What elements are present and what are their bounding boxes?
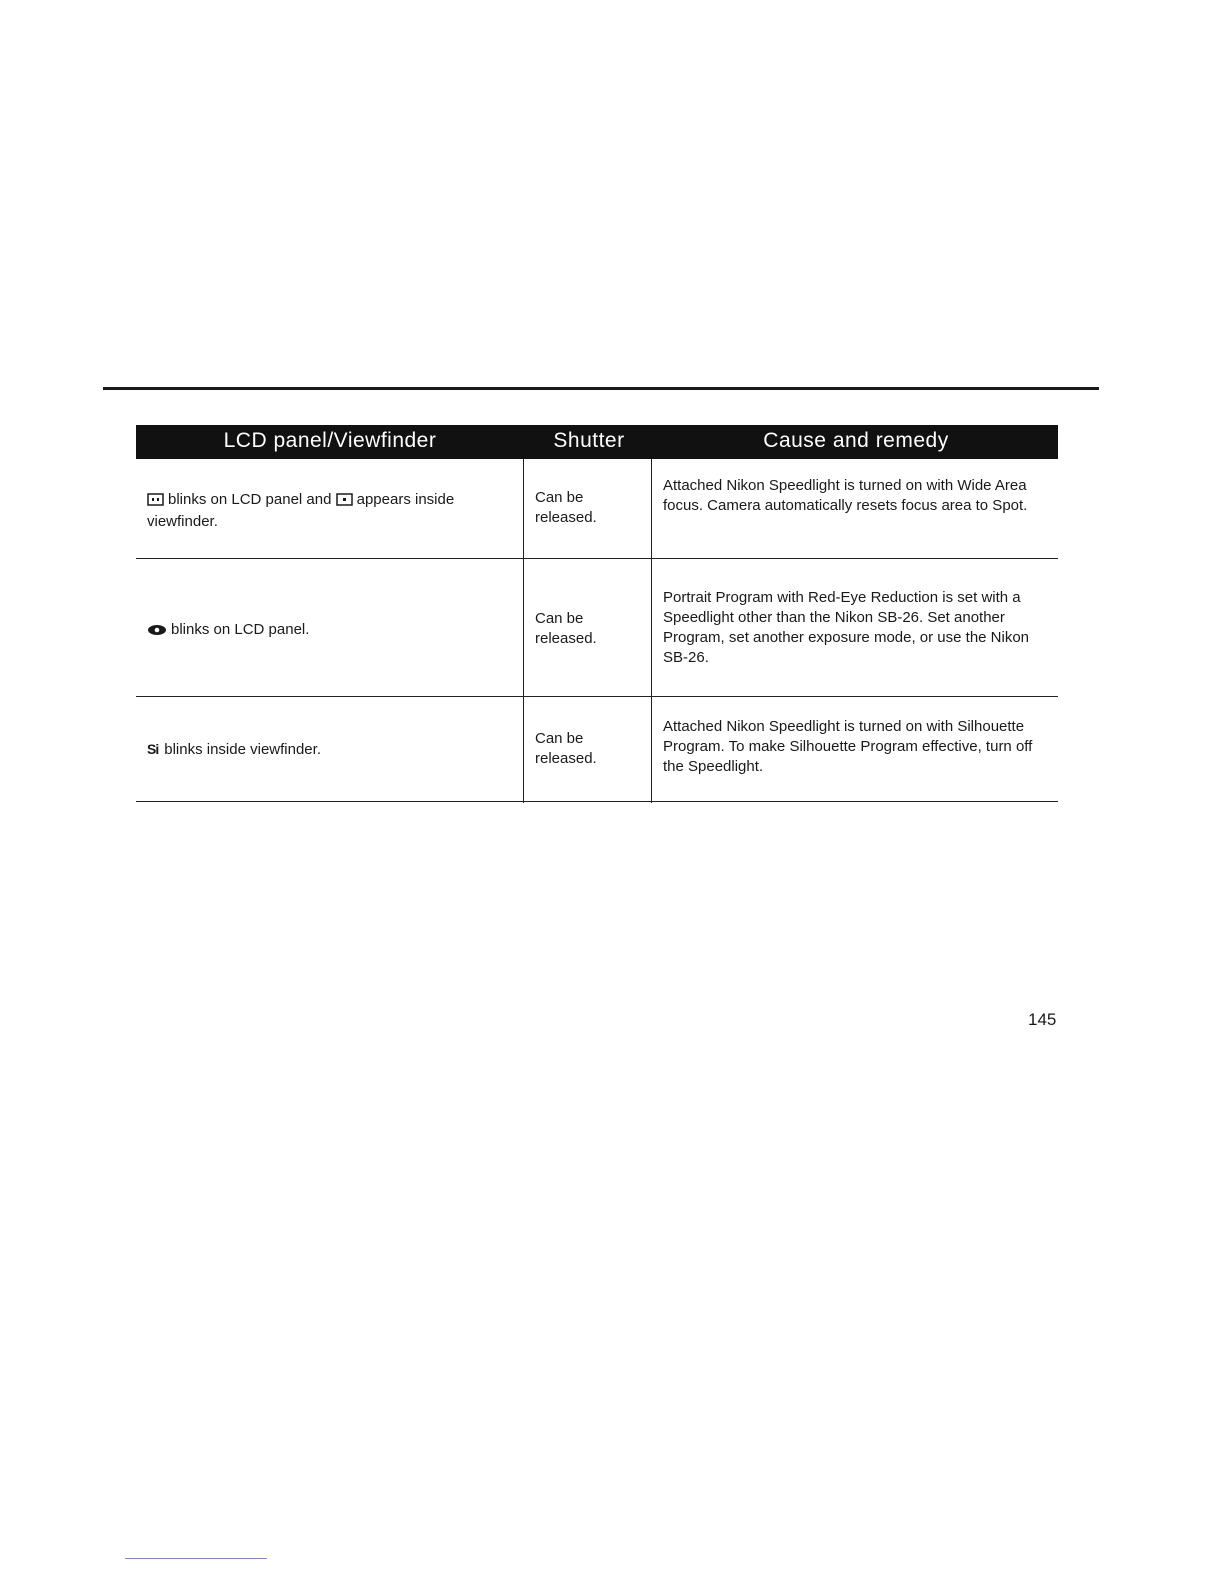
lcd-text: blinks on LCD panel. <box>171 621 310 638</box>
shutter-cell <box>535 609 645 649</box>
lcd-text: viewfinder. <box>147 513 218 530</box>
table-row <box>136 459 1058 558</box>
table-row <box>136 697 1058 801</box>
lcd-text: appears inside <box>356 491 455 508</box>
header-shutter: Shutter <box>553 429 625 452</box>
table-row <box>136 559 1058 696</box>
shutter-text: Can be <box>535 610 584 627</box>
cause-cell: Attached Nikon Speedlight is turned on with Wide Area focus. Camera automatically resets focus area to Spot. <box>663 477 1028 514</box>
bottom-line <box>125 1558 267 1559</box>
lcd-text: blinks on LCD panel and <box>168 491 332 508</box>
header-lcd: LCD panel/Viewfinder <box>223 429 437 452</box>
lcd-cell <box>147 490 507 532</box>
shutter-text: Can be <box>535 730 584 747</box>
shutter-text: released. <box>535 750 597 767</box>
lcd-text: blinks inside viewfinder. <box>164 741 321 758</box>
lcd-cell <box>147 620 507 642</box>
page-number: 145 <box>1028 1010 1057 1029</box>
cause-cell: Portrait Program with Red-Eye Reduction is set with a Speedlight other than the Nikon SB-26. Set another Program, set another exposure mode, or use the Nikon SB-26. <box>663 589 1030 666</box>
red-eye-reduction-icon <box>147 622 167 642</box>
header-cause: Cause and remedy <box>763 429 949 452</box>
focus-area-spot-icon <box>336 492 353 512</box>
lcd-cell <box>147 739 507 760</box>
top-rule <box>103 387 1099 390</box>
shutter-text: Can be <box>535 489 584 506</box>
shutter-text: released. <box>535 509 597 526</box>
shutter-cell <box>535 729 645 769</box>
cause-cell: Attached Nikon Speedlight is turned on with Silhouette Program. To make Silhouette Program effective, turn off the Speedlight. <box>663 718 1033 775</box>
table-header <box>136 425 1058 459</box>
silhouette-indicator: Si <box>147 741 159 757</box>
row-divider <box>136 801 1058 802</box>
shutter-text: released. <box>535 630 597 647</box>
focus-area-wide-icon <box>147 492 164 512</box>
shutter-cell <box>535 488 645 528</box>
